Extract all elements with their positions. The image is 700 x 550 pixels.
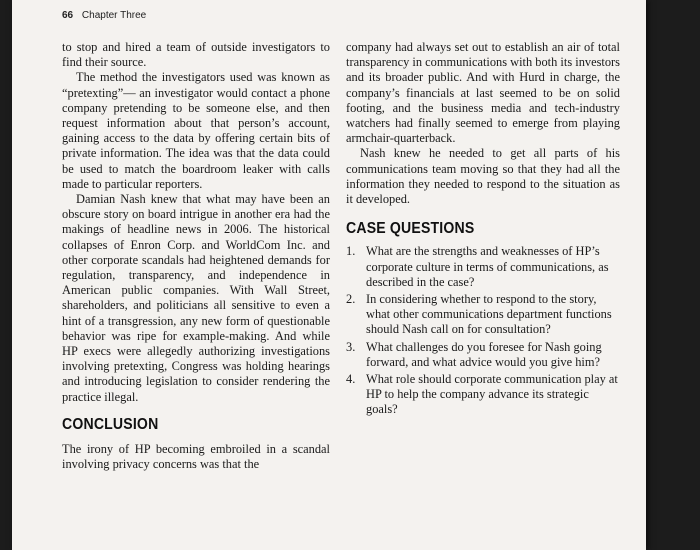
paragraph: The method the investigators used was known as “pretexting”— an investigator would contact a phone company pretending to be someone else, and then request information about that person’s account, gaining access to the data by offering certain bits of private information. The idea was that the data could be used to match the boardroom leaker with calls made to particular reporters. [62,70,330,191]
list-number: 4. [346,372,356,387]
list-text: What role should corporate communication play at HP to help the company advance its strategic goals? [366,372,618,417]
list-number: 2. [346,292,356,307]
list-item [346,244,620,290]
page-number: 66 [62,10,74,21]
paragraph: to stop and hired a team of outside investigators to find their source. [62,40,330,70]
section-heading-conclusion: CONCLUSION [62,415,159,433]
page-header [62,10,146,21]
list-number: 1. [346,244,356,259]
book-page [12,0,646,550]
list-number: 3. [346,339,356,354]
list-text: In considering whether to respond to the story, what other communications department functions should Nash call on for consultation? [366,292,612,337]
list-item [346,340,620,370]
list-text: What are the strengths and weaknesses of HP’s corporate culture in terms of communications, as described in the case? [366,244,609,289]
right-column [346,40,620,420]
list-item [346,372,620,418]
list-text: What challenges do you foresee for Nash going forward, and what advice would you give him? [366,339,602,369]
paragraph: company had always set out to establish an air of total transparency in communications with both its investors and its broader public. And with Hurd in charge, the company’s financials at last seemed to be on solid footing, and the business media and tech-industry watchers had finally seemed to emerge from playing armchair-quarterback. [346,40,620,146]
paragraph: Nash knew he needed to get all parts of his communications team moving so that they had all the information they needed to respond to the situation as it developed. [346,146,620,207]
list-item [346,292,620,338]
paragraph: The irony of HP becoming embroiled in a scandal involving privacy concerns was that the [62,442,330,472]
section-heading-case-questions: CASE QUESTIONS [346,220,475,238]
paragraph: Damian Nash knew that what may have been an obscure story on board intrigue in another era had the makings of headline news in 2006. The historical collapses of Enron Corp. and WorldCom Inc. and other corporate scandals had heightened demands for regulation, transparency, and independence in American public companies. With Wall Street, shareholders, and politicians all sensitive to even a hint of a transgression, any new form of questionable behavior was ripe for example-making. And while HP execs were allegedly authorizing investigations involving pretexting, Congress was holding hearings and introducing legislation to consider rendering the practice illegal. [62,192,330,404]
case-questions-list [346,244,620,417]
left-column [62,40,330,472]
chapter-title: Chapter Three [81,10,147,21]
